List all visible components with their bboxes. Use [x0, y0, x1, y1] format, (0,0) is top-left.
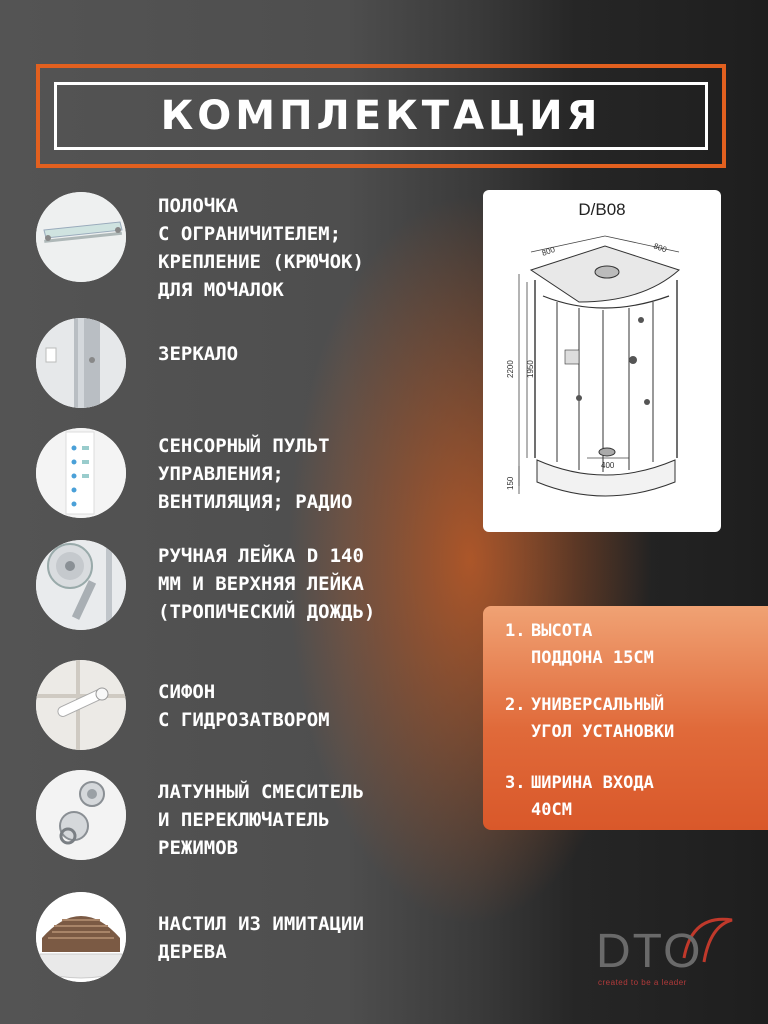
feature-mixer-text: ЛАТУННЫЙ СМЕСИТЕЛЬ И ПЕРЕКЛЮЧАТЕЛЬ РЕЖИМОВ — [158, 781, 364, 859]
spec-number: 3. — [505, 773, 526, 793]
feature-siphon-text: СИФОН С ГИДРОЗАТВОРОМ — [158, 681, 330, 731]
siphon-icon — [36, 660, 126, 750]
feature-wood-floor — [36, 892, 476, 982]
mixer-icon — [36, 770, 126, 860]
wood-floor-icon — [36, 892, 126, 982]
page-title: КОМПЛЕКТАЦИЯ — [160, 93, 602, 139]
feature-shelf — [36, 192, 476, 301]
feature-mixer — [36, 770, 476, 860]
dim-entry-width: 400 — [601, 461, 615, 470]
logo-tagline: created to be a leader — [598, 978, 687, 987]
shower-head-icon — [36, 540, 126, 630]
feature-shower-text: РУЧНАЯ ЛЕЙКА D 140 ММ И ВЕРХНЯЯ ЛЕЙКА (ТРОПИЧЕСКИЙ ДОЖДЬ) — [158, 545, 376, 623]
mirror-icon — [36, 318, 126, 408]
spec-number: 2. — [505, 695, 526, 715]
feature-mirror — [36, 318, 476, 408]
cabin-diagram — [483, 190, 721, 532]
title-frame — [36, 64, 726, 168]
title-inner-frame — [54, 82, 708, 150]
feature-shower — [36, 540, 476, 630]
spec-text: ШИРИНА ВХОДА 40СМ — [531, 773, 654, 820]
cabin-drawing — [483, 190, 721, 532]
logo-text: DTO — [596, 925, 703, 978]
specs-panel — [483, 606, 768, 830]
model-label: D/B08 — [578, 200, 626, 219]
dim-tray-height: 150 — [506, 476, 515, 490]
feature-mirror-text: ЗЕРКАЛО — [158, 343, 239, 365]
spec-text: УНИВЕРСАЛЬНЫЙ УГОЛ УСТАНОВКИ — [531, 695, 675, 742]
dim-width-right: 800 — [652, 241, 668, 255]
glass-shelf-icon — [36, 192, 126, 282]
dim-total-height: 2200 — [506, 360, 515, 378]
spec-text: ВЫСОТА ПОДДОНА 15СМ — [531, 621, 654, 668]
touch-panel-icon — [36, 428, 126, 518]
feature-shelf-text: ПОЛОЧКА С ОГРАНИЧИТЕЛЕМ; КРЕПЛЕНИЕ (КРЮЧОК) ДЛЯ МОЧАЛОК — [158, 195, 364, 301]
dim-cabin-height: 1950 — [526, 360, 535, 378]
feature-touch-panel-text: СЕНСОРНЫЙ ПУЛЬТ УПРАВЛЕНИЯ; ВЕНТИЛЯЦИЯ; РАДИО — [158, 435, 353, 513]
feature-siphon — [36, 660, 476, 750]
feature-wood-floor-text: НАСТИЛ ИЗ ИМИТАЦИИ ДЕРЕВА — [158, 913, 364, 963]
feature-touch-panel — [36, 428, 476, 518]
brand-logo — [592, 906, 742, 996]
dim-width-left: 800 — [540, 244, 557, 258]
spec-number: 1. — [505, 621, 526, 641]
